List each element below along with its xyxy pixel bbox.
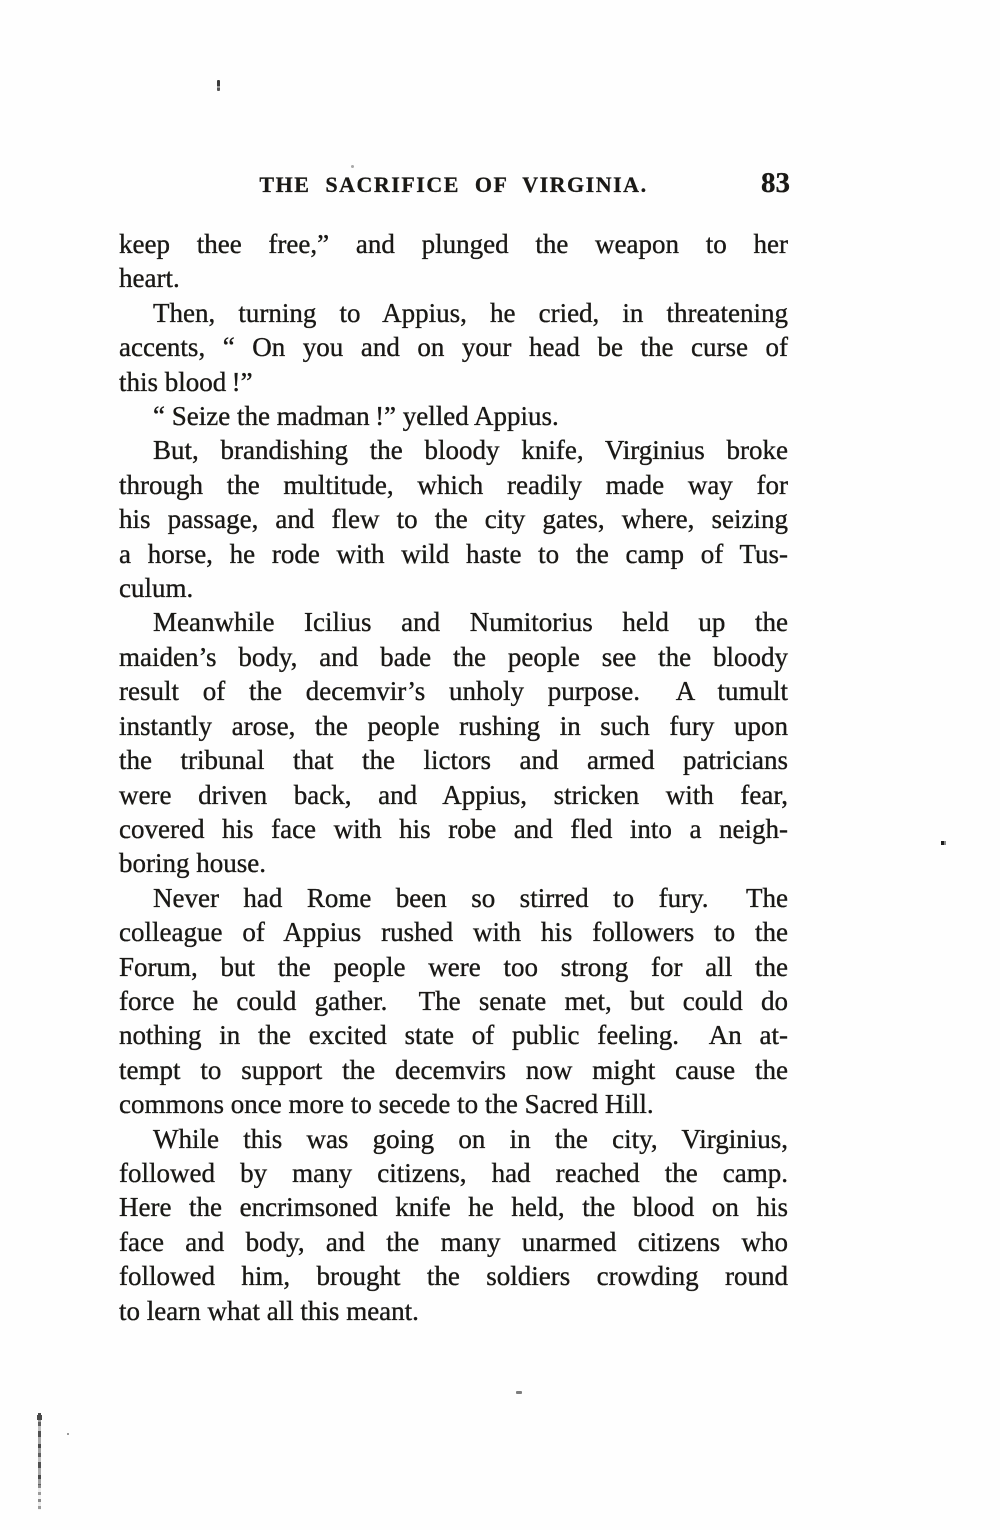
- paragraph: [119, 605, 788, 880]
- text-line: nothing in the excited state of public feeling. An at-: [119, 1020, 788, 1051]
- text-line: force he could gather. The senate met, but could do: [119, 985, 788, 1016]
- text-line: Then, turning to Appius, he cried, in threatening: [153, 297, 788, 328]
- text-line: Forum, but the people were too strong for all the: [119, 951, 788, 982]
- page-number: 83: [761, 167, 790, 199]
- text-line: instantly arose, the people rushing in such fury upon: [119, 710, 788, 741]
- text-line: But, brandishing the bloody knife, Virginius broke: [153, 435, 788, 466]
- text-line: Never had Rome been so stirred to fury. The: [153, 882, 788, 913]
- text-line: boring house.: [119, 848, 266, 879]
- text-line: While this was going on in the city, Virginius,: [153, 1123, 788, 1154]
- scan-artifact-speck: [516, 1391, 522, 1394]
- text-line: colleague of Appius rushed with his followers to the: [119, 917, 788, 948]
- text-line: maiden’s body, and bade the people see the bloody: [119, 641, 788, 672]
- text-line: tempt to support the decemvirs now might cause the: [119, 1054, 788, 1085]
- text-line: face and body, and the many unarmed citizens who: [119, 1226, 788, 1257]
- text-line: this blood !”: [119, 366, 253, 397]
- scan-artifact-speck: [67, 1433, 69, 1435]
- text-line: his passage, and flew to the city gates, where, seizing: [119, 504, 788, 535]
- page-title: THE SACRIFICE OF VIRGINIA.: [259, 172, 648, 197]
- text-line: result of the decemvir’s unholy purpose. A tumult: [119, 676, 788, 707]
- text-line: covered his face with his robe and fled into a neigh-: [119, 813, 788, 844]
- paragraph: [119, 433, 788, 605]
- paragraph: [119, 227, 788, 296]
- text-line: Meanwhile Icilius and Numitorius held up the: [153, 607, 788, 638]
- text-line: through the multitude, which readily made way for: [119, 469, 788, 500]
- text-line: a horse, he rode with wild haste to the camp of Tus-: [119, 538, 788, 569]
- text-line: commons once more to secede to the Sacred Hill.: [119, 1089, 654, 1120]
- paragraph: [119, 296, 788, 399]
- scan-artifact-speck: [351, 165, 354, 168]
- text-line: followed him, brought the soldiers crowding round: [119, 1261, 788, 1292]
- text-line: “ Seize the madman !” yelled Appius.: [153, 401, 559, 432]
- paragraph: [119, 399, 788, 433]
- binding-mark: [38, 1413, 41, 1510]
- text-line: to learn what all this meant.: [119, 1295, 419, 1326]
- text-line: the tribunal that the lictors and armed patricians: [119, 745, 788, 776]
- text-line: keep thee free,” and plunged the weapon to her: [119, 229, 788, 259]
- paragraph: [119, 881, 788, 1122]
- text-line: were driven back, and Appius, stricken with fear,: [119, 779, 788, 810]
- text-line: heart.: [119, 263, 180, 294]
- scan-artifact-tick: [217, 80, 220, 91]
- paragraph: [119, 1122, 788, 1328]
- scan-artifact-speck: [941, 841, 944, 845]
- text-line: accents, “ On you and on your head be the curse of: [119, 332, 788, 363]
- body-text: [119, 227, 788, 1328]
- text-line: culum.: [119, 573, 194, 604]
- text-line: followed by many citizens, had reached the camp.: [119, 1157, 788, 1188]
- text-line: Here the encrimsoned knife he held, the blood on his: [119, 1192, 788, 1223]
